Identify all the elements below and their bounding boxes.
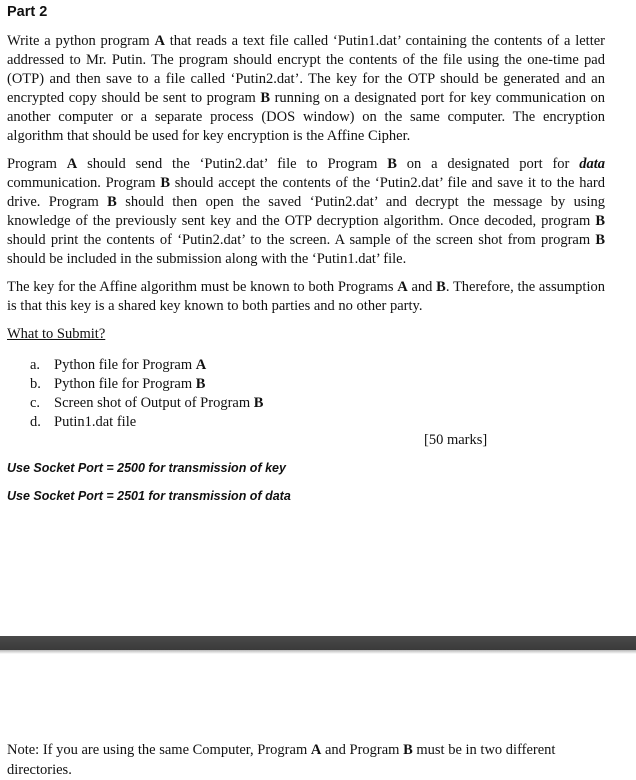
submission-item [30, 394, 263, 413]
text-run: communication. Program [7, 175, 161, 192]
text-run: and Program [321, 742, 404, 758]
text-run: B [403, 742, 413, 758]
text-run: must be in two different directories. [7, 742, 556, 778]
text-run: running on a designated port for key communication on another computer or a separate process (DOS window) on the same computer. The encryption algorithm that should be used for key encryption is the Affine Cipher. [7, 90, 606, 145]
text-run: A [310, 742, 322, 758]
text-run: B [160, 175, 170, 192]
text-run: Note: If you are using the same Computer, Program [7, 742, 311, 758]
text-run: A [154, 33, 165, 49]
key-port-instruction: Use Socket Port = 2500 for transmission of key [7, 461, 286, 475]
text-run: B [195, 376, 206, 392]
item-letter: a. [30, 357, 41, 373]
text-run: should then open the saved ‘Putin2.dat’ and decrypt the message by using knowledge of the previously sent key and the OTP decryption algorithm. Once decoded, program [7, 194, 606, 230]
text-run: Python file for Program [54, 357, 196, 373]
text-run: should send the ‘Putin2.dat’ file to Program [77, 156, 388, 172]
text-run: that reads a text file called ‘Putin1.dat’ containing the contents of a letter addressed to Mr. Putin. The program should encrypt the contents of the file using the one-time pad (OTP) and then save to a file called ‘Putin2.dat’. The key for the OTP should be generated and an encrypted copy should be sent to program [7, 33, 605, 107]
item-text [54, 413, 136, 432]
item-letter: b. [30, 376, 41, 392]
text-run: should print the contents of ‘Putin2.dat’ to the screen. A sample of the screen shot from program [7, 232, 596, 249]
item-text [54, 394, 263, 413]
text-run: A [66, 156, 78, 172]
item-text [54, 375, 205, 394]
text-run: A [397, 279, 408, 295]
text-run: B [595, 232, 605, 249]
marks-label: [50 marks] [424, 432, 488, 448]
data-port-instruction: Use Socket Port = 2501 for transmission of data [7, 489, 291, 503]
text-run: on a designated port for [396, 156, 580, 172]
what-to-submit-title: What to Submit? [7, 326, 106, 342]
text-run: should be included in the submission along with the ‘Putin1.dat’ file. [7, 251, 407, 268]
note-text [7, 741, 607, 780]
part-heading: Part 2 [7, 4, 48, 20]
text-run: The key for the Affine algorithm must be known to both Programs [7, 279, 398, 295]
text-run: A [195, 357, 207, 373]
text-run: B [436, 279, 446, 295]
item-letter: d. [30, 414, 41, 430]
text-run: and [407, 279, 437, 295]
text-run: B [253, 395, 264, 411]
page-divider [0, 636, 636, 650]
text-run: data [579, 156, 606, 172]
submission-item [30, 375, 263, 394]
text-run: Write a python program [7, 33, 155, 49]
text-run: B [107, 194, 117, 211]
text-run: Python file for Program [54, 376, 196, 392]
submission-item [30, 356, 263, 375]
text-run: B [595, 213, 605, 230]
submission-list [30, 356, 263, 432]
text-run: Program [7, 156, 67, 172]
text-run: B [260, 90, 271, 107]
paragraph-affine-key [7, 278, 605, 316]
submission-item [30, 413, 263, 432]
text-run: Screen shot of Output of Program [54, 395, 254, 411]
text-run: . Therefore, the assumption is that this key is a shared key known to both parties and no other party. [7, 279, 605, 315]
item-letter: c. [30, 395, 41, 411]
paragraph-program-a [7, 32, 605, 147]
text-run: should accept the contents of the ‘Putin2.dat’ file and save it to the hard drive. Program [7, 175, 605, 211]
paragraph-program-b [7, 155, 605, 270]
text-run: Putin1.dat file [54, 414, 137, 430]
page-divider-shadow [0, 650, 636, 654]
text-run: B [387, 156, 397, 172]
item-text [54, 356, 206, 375]
